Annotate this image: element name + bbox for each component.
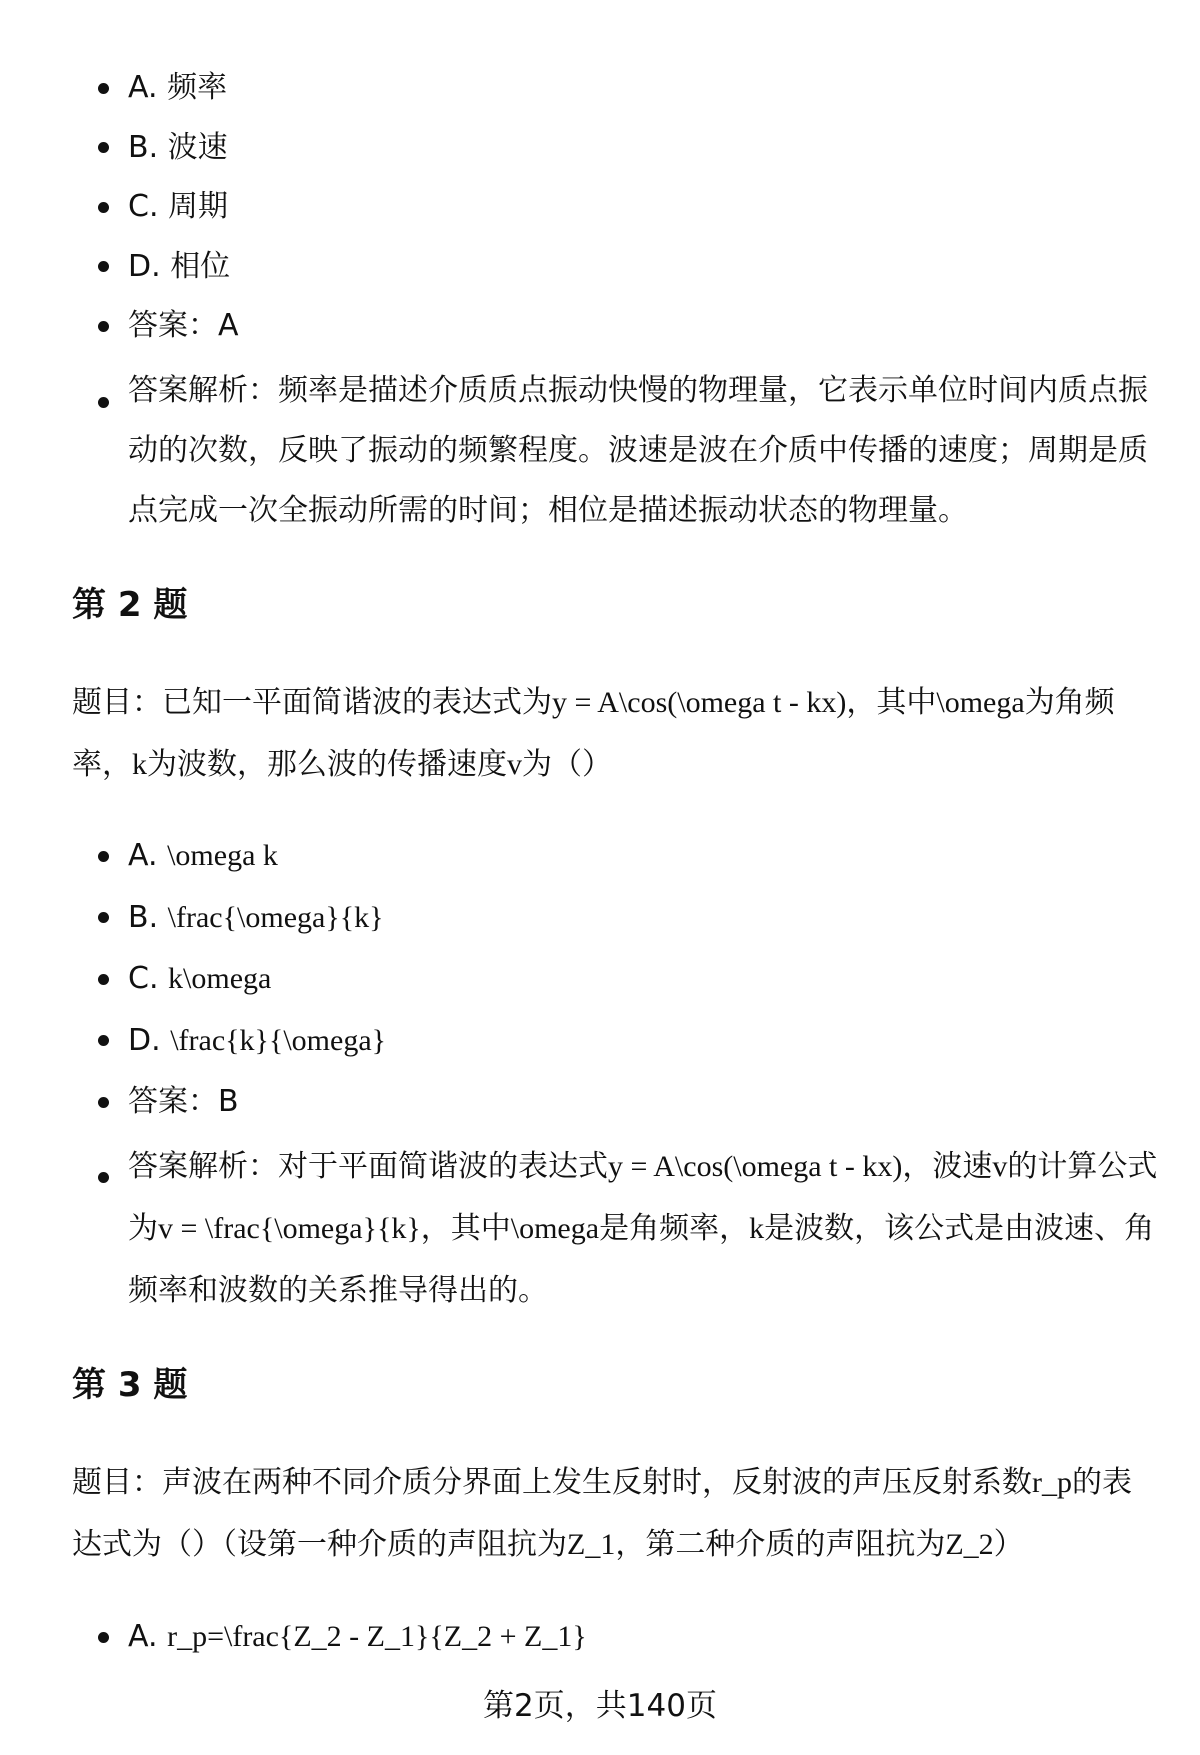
q1-option-a: A. 频率 xyxy=(0,58,1200,118)
q1-analysis: 答案解析：频率是描述介质质点振动快慢的物理量，它表示单位时间内质点振动的次数，反映了振动的频繁程度。波速是波在介质中传播的速度；周期是质点完成一次全振动所需的时间；相位是描述振动状态的物理量。 xyxy=(0,361,1200,541)
q3-heading: 第 3 题 xyxy=(72,1365,188,1405)
q1-option-c: C. 周期 xyxy=(0,177,1200,237)
q3-stem: 题目：声波在两种不同介质分界面上发生反射时，反射波的声压反射系数r_p的表达式为（）（设第一种介质的声阻抗为Z_1，第二种介质的声阻抗为Z_2） xyxy=(72,1465,1132,1562)
q1-answer: 答案：A xyxy=(0,296,1200,356)
q2-option-d: D. \frac{k}{\omega} xyxy=(0,1010,1200,1072)
q2-heading: 第 2 题 xyxy=(72,585,188,625)
q2-option-b: B. \frac{\omega}{k} xyxy=(0,887,1200,949)
q2-answer: 答案：B xyxy=(0,1071,1200,1133)
q1-block xyxy=(0,58,1200,541)
q2-option-c: C. k\omega xyxy=(0,948,1200,1010)
page-footer: 第2页，共140页 xyxy=(483,1688,717,1724)
q3-option-a: A. r_p=\frac{Z_2 - Z_1}{Z_2 + Z_1} xyxy=(0,1607,1200,1667)
q1-option-b: B. 波速 xyxy=(0,118,1200,178)
q2-analysis: 答案解析：对于平面简谐波的表达式y = A\cos(\omega t - kx)，波速v的计算公式为v = \frac{\omega}{k}，其中\omega是角频率，k是波数，该公式是由波速、角频率和波数的关系推导得出的。 xyxy=(0,1136,1200,1322)
q3-block xyxy=(0,1607,1200,1667)
q1-option-d: D. 相位 xyxy=(0,237,1200,297)
q2-stem: 题目：已知一平面简谐波的表达式为y = A\cos(\omega t - kx)，其中\omega为角频率，k为波数，那么波的传播速度v为（） xyxy=(72,685,1115,782)
q2-block xyxy=(0,825,1200,1322)
q2-option-a: A. \omega k xyxy=(0,825,1200,887)
